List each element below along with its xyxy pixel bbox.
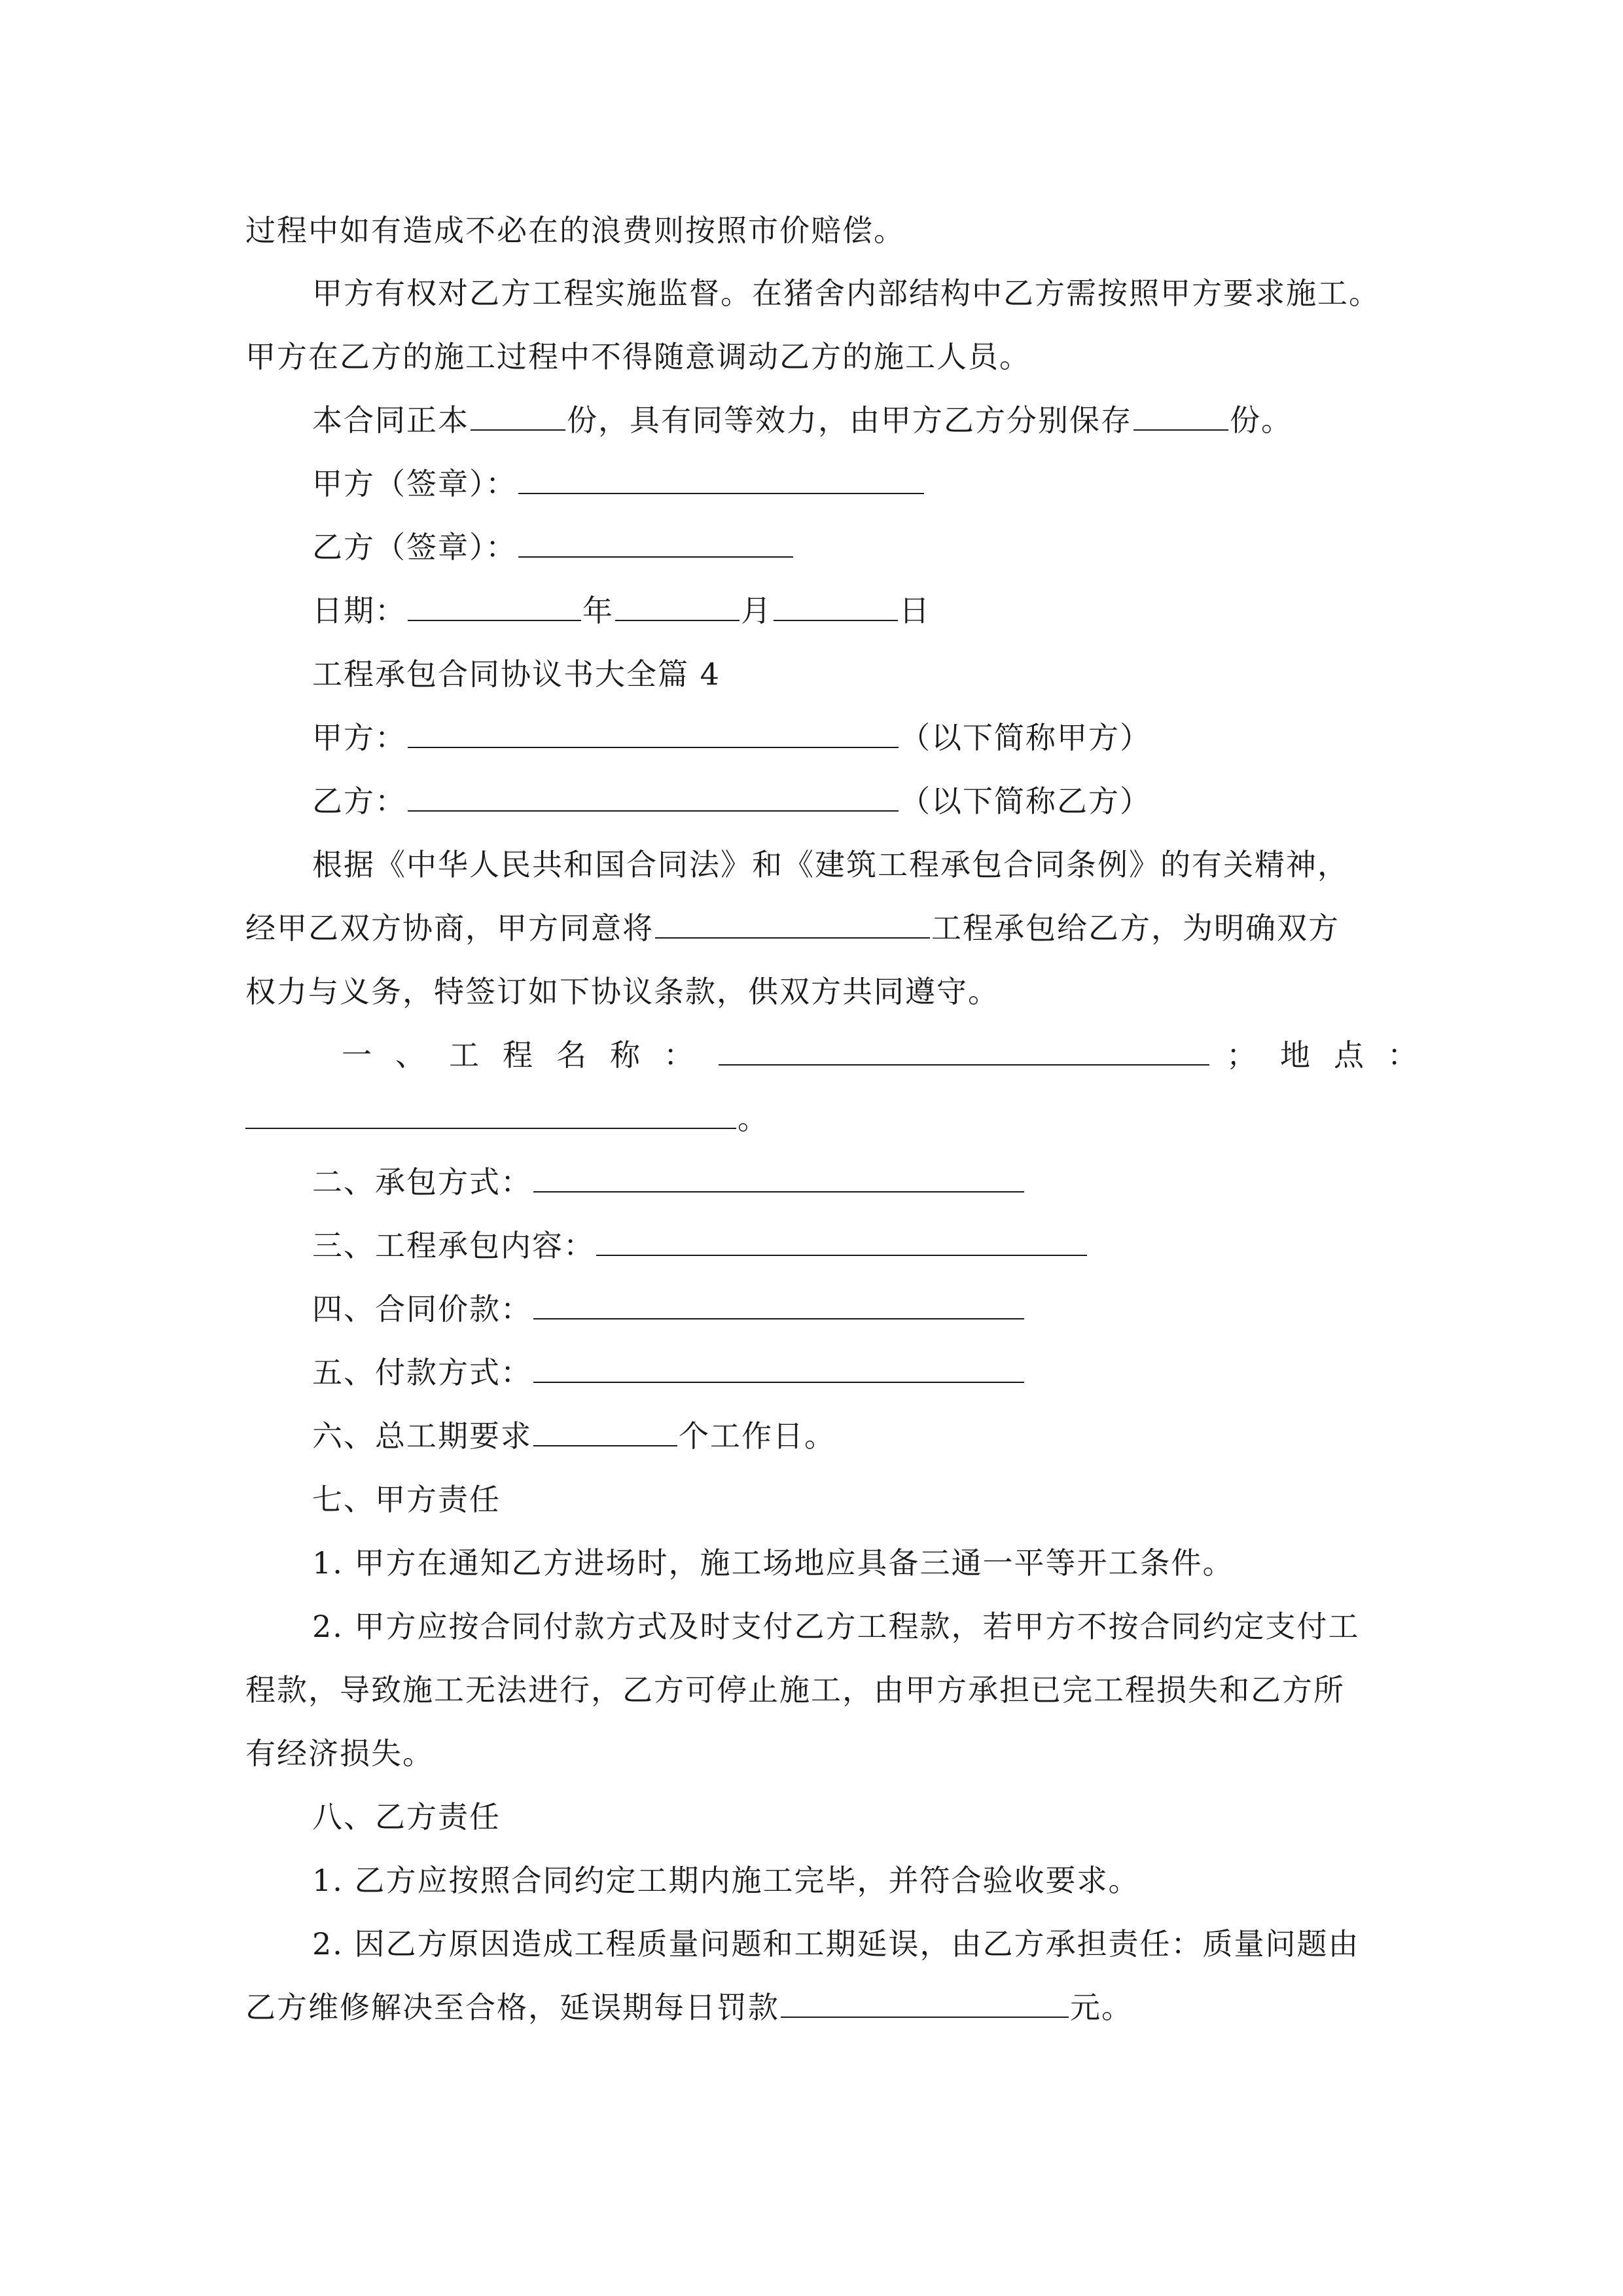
project-blank	[655, 911, 930, 939]
section-heading: 七、甲方责任	[312, 1482, 501, 1517]
project-name-line: 一、工程名称： ；地点：	[342, 1037, 1441, 1073]
copies-kept-blank	[1133, 403, 1228, 431]
party-b-signature-line: 乙方（签章）：	[312, 528, 794, 567]
contract-method-line: 二、承包方式：	[312, 1162, 1026, 1202]
payment-method-line: 五、付款方式：	[312, 1353, 1026, 1392]
party-a-signature-line: 甲方（签章）：	[312, 464, 925, 503]
paragraph-line: 权力与义务，特签订如下协议条款，供双方共同遵守。	[245, 974, 999, 1009]
contract-method-blank	[533, 1165, 1024, 1193]
paragraph-line: 甲方有权对乙方工程实施监督。在猪舍内部结构中乙方需按照甲方要求施工。	[312, 276, 1380, 311]
party-a-name-blank	[408, 721, 899, 748]
location-line: 。	[245, 1099, 769, 1138]
paragraph-line: 过程中如有造成不必在的浪费则按照市价赔偿。	[245, 213, 905, 248]
section-heading: 工程承包合同协议书大全篇 4	[312, 656, 721, 692]
paragraph-line: 经甲乙双方协商，甲方同意将 工程承包给乙方，为明确双方	[245, 910, 1340, 946]
paragraph-line: 程款，导致施工无法进行，乙方可停止施工，由甲方承担已完工程损失和乙方所	[245, 1672, 1345, 1708]
paragraph-line: 2. 因乙方原因造成工程质量问题和工期延误，由乙方承担责任：质量问题由	[312, 1926, 1360, 1962]
contract-content-blank	[596, 1229, 1087, 1256]
contract-price-line: 四、合同价款：	[312, 1289, 1026, 1329]
day-blank	[774, 594, 898, 621]
party-b-line: 乙方： （以下简称乙方）	[312, 783, 1151, 819]
payment-method-blank	[533, 1355, 1024, 1383]
paragraph-line: 2. 甲方应按合同付款方式及时支付乙方工程款，若甲方不按合同约定支付工	[312, 1609, 1360, 1644]
month-blank	[615, 594, 740, 621]
copies-line: 本合同正本 份，具有同等效力，由甲方乙方分别保存 份。	[312, 403, 1293, 438]
paragraph-line: 1. 乙方应按照合同约定工期内施工完毕，并符合验收要求。	[312, 1863, 1140, 1898]
party-a-signature-blank	[518, 467, 924, 494]
paragraph-line: 根据《中华人民共和国合同法》和《建筑工程承包合同条例》的有关精神，	[312, 847, 1349, 882]
paragraph-line: 甲方在乙方的施工过程中不得随意调动乙方的施工人员。	[245, 339, 1031, 374]
paragraph-line: 有经济损失。	[245, 1736, 434, 1771]
party-b-name-blank	[408, 784, 899, 812]
party-b-signature-blank	[518, 530, 793, 558]
date-line: 日期： 年 月 日	[312, 593, 931, 628]
location-blank	[245, 1102, 736, 1129]
section-heading: 八、乙方责任	[312, 1799, 501, 1835]
duration-blank	[533, 1419, 677, 1446]
project-name-blank	[719, 1038, 1209, 1066]
contract-price-blank	[533, 1292, 1024, 1319]
copies-blank	[471, 403, 565, 431]
year-blank	[408, 594, 581, 621]
duration-line: 六、总工期要求 个工作日。	[312, 1418, 836, 1454]
paragraph-line: 1. 甲方在通知乙方进场时，施工场地应具备三通一平等开工条件。	[312, 1545, 1234, 1581]
contract-content-line: 三、工程承包内容：	[312, 1226, 1088, 1265]
party-a-line: 甲方： （以下简称甲方）	[312, 720, 1151, 755]
penalty-blank	[781, 1990, 1069, 2018]
penalty-line: 乙方维修解决至合格，延误期每日罚款 元。	[245, 1990, 1133, 2025]
